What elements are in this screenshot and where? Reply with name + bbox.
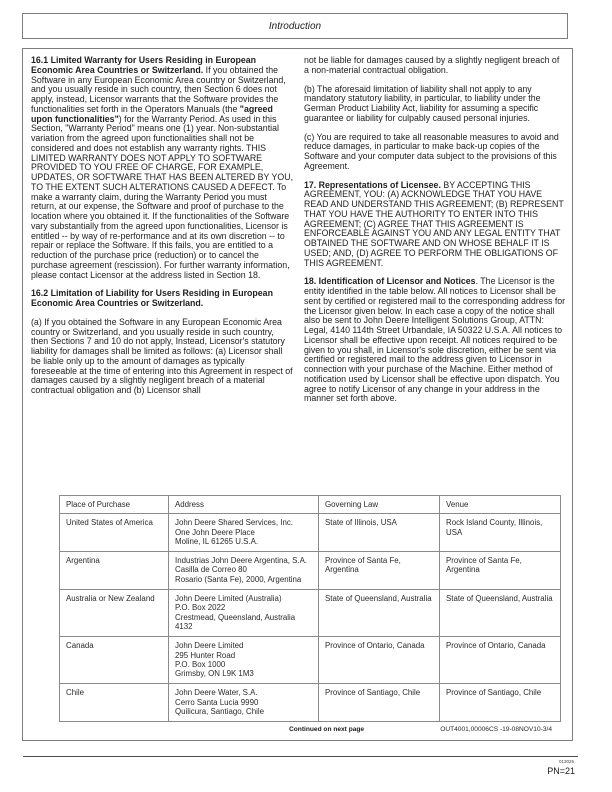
paragraph-text: (b) The aforesaid limitation of liability shall not apply to any mandatory statutory liability, in particular, to liability under the German Product Liability Act, liability for assuming a specific guarantee or liability for culpably caused personal injuries. xyxy=(304,83,541,123)
licensor-table xyxy=(59,495,561,722)
cell-governing-law: State of Queensland, Australia xyxy=(319,590,440,637)
cell-address: John Deere Limited 295 Hunter Road P.O. Box 1000 Grimsby, ON L9K 1M3 xyxy=(169,637,319,684)
text-columns xyxy=(31,56,566,413)
content-frame xyxy=(22,48,573,741)
cell-place-of-purchase: Argentina xyxy=(60,552,169,590)
cell-venue: Rock Island County, Illinois, USA xyxy=(440,514,561,552)
paragraph-text: ) for the Warranty Period. As used in this Section, "Warranty Period" means one (1) year. Non-substantial variation from the agreed upon functionalities shall not be considered and does not establish any warranty rights. THIS LIMITED WARRANTY DOES NOT APPLY TO SOFTWARE PROVIDED TO YOU FREE OF CHARGE, FOR EXAMPLE, UPDATES, OR SOFTWARE THAT HAS BEEN ALTERED BY YOU, TO THE EXTENT SUCH ALTERATIONS CAUSED A DEFECT. To make a warranty claim, during the Warranty Period you must return, at our expense, the Software and proof of purchase to the location where you obtained it. If the functionalities of the Software vary substantially from the agreed upon functionalities, Licensor is entitled -- by way of re-performance and at its own discretion -- to repair or replace the Software. If this fails, you are entitled to a reduction of the purchase price (reduction) or to cancel the purchase agreement (rescission). For further warranty information, please contact Licensor at the address listed in Section 18. xyxy=(31,113,294,280)
paragraph xyxy=(304,133,566,172)
table-row xyxy=(60,684,561,722)
cell-place-of-purchase: Australia or New Zealand xyxy=(60,590,169,637)
left-column xyxy=(31,56,293,413)
continued-note: Continued on next page xyxy=(289,726,365,733)
paragraph xyxy=(304,56,566,76)
table-row xyxy=(60,552,561,590)
cell-venue: Province of Santiago, Chile xyxy=(440,684,561,722)
paragraph-bold-text: 18. Identification of Licensor and Notices xyxy=(304,276,476,287)
cell-address: John Deere Water, S.A. Cerro Santa Lucia 9990 Quilicura, Santiago, Chile xyxy=(169,684,319,722)
page-number: PN=21 xyxy=(547,766,575,776)
paragraph-text: (c) You are required to take all reasonable measures to avoid and reduce damages, in particular to make back-up copies of the Software and your computer data subject to the provisions of this Agreement. xyxy=(304,131,559,171)
page-title: Introduction xyxy=(268,20,322,32)
cell-place-of-purchase: Canada xyxy=(60,637,169,684)
cell-venue: State of Queensland, Australia xyxy=(440,590,561,637)
cell-venue: Province of Ontario, Canada xyxy=(440,637,561,684)
paragraph xyxy=(31,318,293,396)
table-header-cell: Place of Purchase xyxy=(60,496,169,514)
paragraph-bold-text: "agreed upon functionalities" xyxy=(31,103,273,124)
paragraph xyxy=(304,277,566,404)
cell-governing-law: State of Illinois, USA xyxy=(319,514,440,552)
paragraph xyxy=(31,56,293,280)
table-row xyxy=(60,637,561,684)
cell-address: John Deere Limited (Australia) P.O. Box 2022 Crestmead, Queensland, Australia 4132 xyxy=(169,590,319,637)
bottom-divider xyxy=(23,756,578,757)
paragraph-bold-text: 16.1 Limited Warranty for Users Residing in European Economic Area Countries or Switzerland. xyxy=(31,55,257,75)
cell-venue: Province of Santa Fe, Argentina xyxy=(440,552,561,590)
paragraph-text: not be liable for damages caused by a slightly negligent breach of a non-material contractual obligation. xyxy=(304,55,560,75)
cell-place-of-purchase: Chile xyxy=(60,684,169,722)
paragraph xyxy=(31,289,293,309)
cell-address: Industrias John Deere Argentina, S.A. Casilla de Correo 80 Rosario (Santa Fe), 2000, Argentina xyxy=(169,552,319,590)
print-code: 013025 xyxy=(558,759,574,764)
paragraph-text: If you obtained the Software in any European Economic Area country or Switzerland, and you usually reside in such country, then Section 6 does not apply, instead, Licensor warrants that the Software provides the functionalities set forth in the Operators Manuals (the xyxy=(31,64,286,114)
cell-governing-law: Province of Santa Fe, Argentina xyxy=(319,552,440,590)
paragraph-bold-text: 17. Representations of Licensee. xyxy=(304,179,441,190)
page-header xyxy=(22,13,568,39)
table-header-cell: Venue xyxy=(440,496,561,514)
cell-place-of-purchase: United States of America xyxy=(60,514,169,552)
table-header-cell: Address xyxy=(169,496,319,514)
paragraph-text: . The Licensor is the entity identified in the table below. All notices to Licensor shall be sent by certified or registered mail to the corresponding address for the Licensor given below. In each case a copy of the notice shall also be sent to John Deere Intelligent Solutions Group, ATTN: Legal, 4140 114th Street Urbandale, IA 50322 U.S.A. All notices to Licensor shall be effective upon receipt. All notices required to be given to you shall, in Licensor's sole discretion, either be sent via certified or registered mail to the address given to Licensor in connection with your purchase of the Machine. Either method of notification used by Licensor shall be effective upon dispatch. You agree to notify Licensor of any change in your address in the manner set forth above. xyxy=(304,276,566,404)
paragraph-text: BY ACCEPTING THIS AGREEMENT, YOU: (A) ACKNOWLEDGE THAT YOU HAVE READ AND UNDERSTAND THIS AGREEMENT; (B) REPRESENT THAT YOU HAVE THE AUTHORITY TO ENTER INTO THIS AGREEMENT; (C) AGREE THAT THIS AGREEMENT IS ENFORCEABLE AGAINST YOU AND ANY LEGAL ENTITY THAT OBTAINED THE SOFTWARE AND ON WHOSE BEHALF IT IS USED; AND, (D) AGREE TO PERFORM THE OBLIGATIONS OF THIS AGREEMENT. xyxy=(304,179,564,268)
paragraph xyxy=(304,181,566,269)
cell-governing-law: Province of Ontario, Canada xyxy=(319,637,440,684)
document-code: OUT4001,00006CS -19-08NOV10-3/4 xyxy=(440,726,552,733)
table-header-cell: Governing Law xyxy=(319,496,440,514)
paragraph xyxy=(304,85,566,124)
table-header-row xyxy=(60,496,561,514)
table-row xyxy=(60,514,561,552)
paragraph-bold-text: 16.2 Limitation of Liability for Users Residing in European Economic Area Countries or Switzerland. xyxy=(31,288,273,308)
table-body xyxy=(60,514,561,722)
right-column xyxy=(304,56,566,413)
paragraph-text: (a) If you obtained the Software in any European Economic Area country or Switzerland, and you usually reside in such country, then Sections 7 and 10 do not apply, Instead, Licensor's statutory liability for damages shall be limited as follows: (a) Licensor shall be liable only up to the amount of damages as typically foreseeable at the time of entering into this Agreement in respect of damages caused by a slightly negligent breach of a material contractual obligation and (b) Licensor shall xyxy=(31,316,293,395)
cell-governing-law: Province of Santiago, Chile xyxy=(319,684,440,722)
cell-address: John Deere Shared Services, Inc. One John Deere Place Moline, IL 61265 U.S.A. xyxy=(169,514,319,552)
table-row xyxy=(60,590,561,637)
page-footer xyxy=(23,726,572,736)
